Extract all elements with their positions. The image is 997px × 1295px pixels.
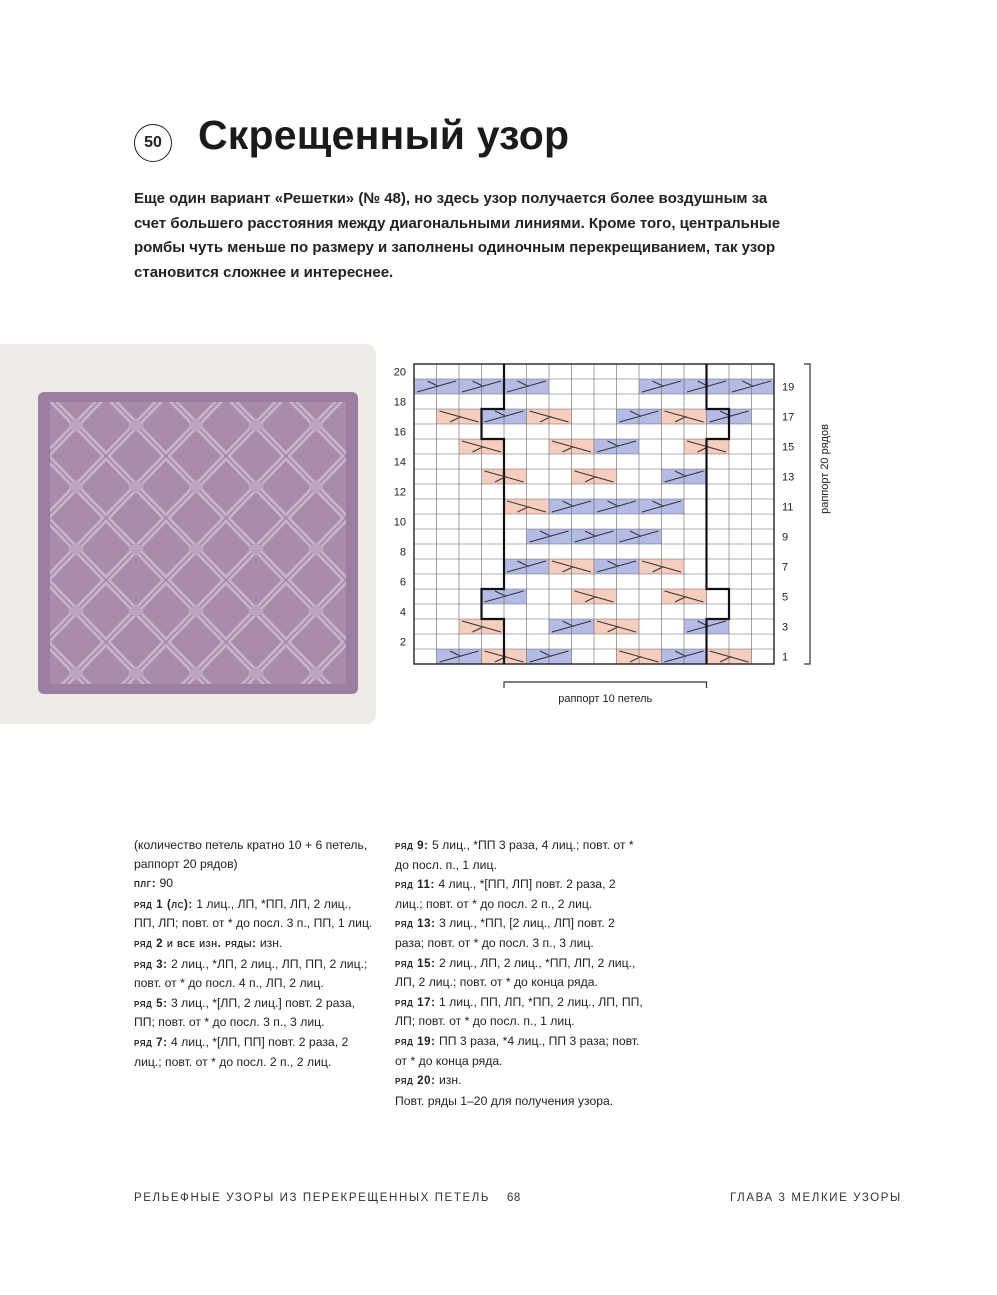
- row-number-right: 19: [782, 381, 795, 394]
- row-number-right: 5: [782, 591, 789, 604]
- footer-chapter-title: ГЛАВА 3 МЕЛКИЕ УЗОРЫ: [730, 1192, 902, 1204]
- instruction-text: ПП 3 раза, *4 лиц., ПП 3 раза; повт. от * до конца ряда.: [395, 1033, 640, 1068]
- instruction-line: [395, 993, 645, 1031]
- row-number-left: 4: [399, 606, 406, 619]
- instruction-row-label: ряд 17:: [395, 996, 436, 1009]
- row-number-left: 8: [399, 546, 406, 559]
- row-number-left: 14: [393, 456, 406, 469]
- instruction-row-label: ряд 3:: [134, 958, 168, 971]
- instruction-text: изн.: [256, 935, 283, 950]
- row-number-right: 3: [782, 621, 789, 634]
- row-number-left: 18: [393, 396, 406, 409]
- instruction-line: [395, 875, 645, 913]
- row-number-right: 9: [782, 531, 789, 544]
- stitch-repeat-label: раппорт 10 петель: [558, 693, 653, 705]
- instruction-line: [395, 914, 645, 952]
- instruction-row-label: ряд 9:: [395, 840, 429, 852]
- instruction-row-label: ряд 19:: [395, 1035, 436, 1048]
- stitch-repeat-bracket: [504, 682, 707, 688]
- pattern-number-badge: [134, 124, 172, 162]
- instruction-text: 1 лиц., ЛП, *ПП, ЛП, 2 лиц., ПП, ЛП; повт. от * до посл. 3 п., ПП, 1 лиц.: [134, 896, 373, 931]
- instruction-text: 4 лиц., *[ПП, ЛП] повт. 2 раза, 2 лиц.; повт. от * до посл. 2 п., 2 лиц.: [395, 877, 616, 911]
- instruction-row-label: ряд 15:: [395, 957, 436, 970]
- instruction-row-label: плг:: [134, 878, 157, 891]
- row-number-right: 15: [782, 441, 795, 454]
- instruction-row-label: ряд 5:: [134, 997, 168, 1010]
- instruction-text: 5 лиц., *ПП 3 раза, 4 лиц.; повт. от * до посл. п., 1 лиц.: [395, 838, 634, 872]
- instruction-text: Повт. ряды 1–20 для получения узора.: [395, 1093, 614, 1108]
- instruction-row-label: ряд 1 (лс):: [134, 898, 193, 911]
- instruction-row-label: ряд 20:: [395, 1075, 436, 1088]
- instructions-column-1: [134, 836, 374, 1072]
- swatch-lattice: [50, 402, 346, 684]
- row-number-right: 17: [782, 411, 795, 424]
- instruction-row-label: ряд 11:: [395, 879, 435, 892]
- knitted-swatch-photo: [0, 344, 376, 724]
- pattern-number: 50: [144, 134, 162, 151]
- row-number-right: 7: [782, 561, 789, 574]
- instruction-text: 4 лиц., *[ЛП, ПП] повт. 2 раза, 2 лиц.; повт. от * до посл. 2 п., 2 лиц.: [134, 1034, 349, 1069]
- instruction-line: [134, 994, 374, 1032]
- instruction-line: [395, 836, 645, 874]
- instruction-line: [134, 895, 374, 933]
- instruction-line: [134, 836, 374, 873]
- instruction-line: [134, 955, 374, 993]
- knitting-chart: [380, 355, 850, 705]
- row-number-right: 13: [782, 471, 795, 484]
- swatch-illustration: [0, 344, 376, 724]
- instruction-text: 2 лиц., *ЛП, 2 лиц., ЛП, ПП, 2 лиц.; повт. от * до посл. 4 п., ЛП, 2 лиц.: [134, 956, 368, 991]
- row-number-right: 11: [782, 501, 794, 514]
- instruction-line: [134, 1033, 374, 1071]
- instruction-line: [134, 934, 374, 954]
- instruction-row-label: ряд 7:: [134, 1036, 168, 1049]
- row-number-left: 6: [399, 576, 406, 589]
- footer-section-title: РЕЛЬЕФНЫЕ УЗОРЫ ИЗ ПЕРЕКРЕЩЕННЫХ ПЕТЕЛЬ: [134, 1192, 491, 1204]
- page-title: Скрещенный узор: [198, 112, 570, 158]
- instruction-text: 3 лиц., *ПП, [2 лиц., ЛП] повт. 2 раза; повт. от * до посл. 3 п., 3 лиц.: [395, 916, 615, 950]
- row-repeat-bracket: [804, 364, 810, 664]
- row-number-left: 20: [393, 366, 406, 379]
- instruction-row-label: ряд 2 и все изн. ряды:: [134, 937, 257, 950]
- instruction-line: [134, 874, 374, 894]
- instructions-column-2: [395, 836, 645, 1111]
- instruction-line: [395, 1032, 645, 1070]
- instruction-line: [395, 954, 645, 992]
- instruction-text: изн.: [435, 1073, 462, 1088]
- row-repeat-label: раппорт 20 рядов: [819, 424, 831, 514]
- instruction-line: [395, 1071, 645, 1091]
- row-number-left: 16: [393, 426, 406, 439]
- instruction-text: 2 лиц., ЛП, 2 лиц., *ПП, ЛП, 2 лиц., ЛП, 2 лиц.; повт. от * до конца ряда.: [395, 955, 636, 990]
- instruction-text: 3 лиц., *[ЛП, 2 лиц.] повт. 2 раза, ПП; повт. от * до посл. 3 п., 3 лиц.: [134, 995, 356, 1030]
- page-number: 68: [507, 1192, 521, 1204]
- intro-paragraph: Еще один вариант «Решетки» (№ 48), но здесь узор получается более воздушным за счет большего расстояния между диагональными линиями. Кроме того, центральные ромбы чуть меньше по размеру и заполнены одиночным перекрещиванием, так узор становится сложнее и интереснее.: [134, 190, 781, 281]
- instruction-text: (количество петель кратно 10 + 6 петель, раппорт 20 рядов): [134, 838, 368, 871]
- row-number-left: 2: [399, 636, 406, 649]
- instruction-row-label: ряд 13:: [395, 918, 436, 931]
- row-number-right: 1: [782, 651, 789, 664]
- instruction-line: [395, 1092, 645, 1111]
- instruction-text: 1 лиц., ПП, ЛП, *ПП, 2 лиц., ЛП, ПП, ЛП; повт. от * до посл. п., 1 лиц.: [395, 994, 643, 1029]
- instruction-text: 90: [156, 876, 174, 891]
- row-number-left: 12: [393, 486, 406, 499]
- row-number-left: 10: [393, 516, 406, 529]
